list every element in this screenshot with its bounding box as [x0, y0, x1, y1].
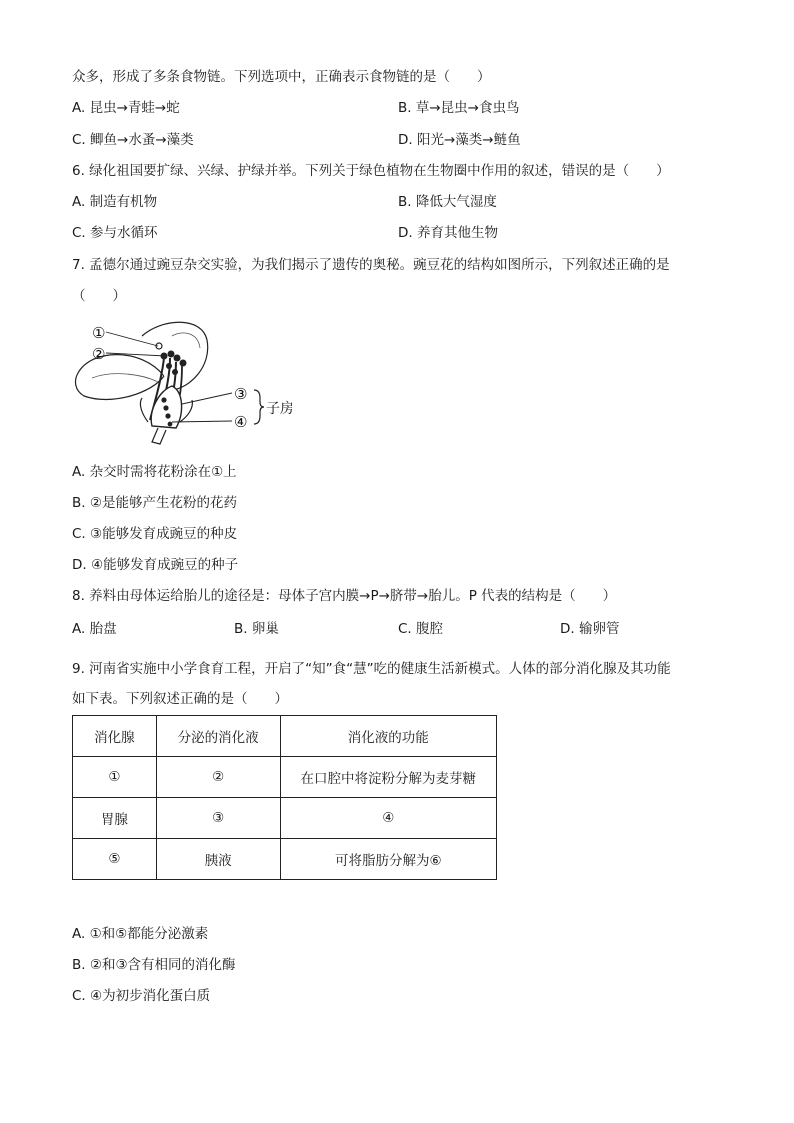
pea-flower-figure: [72, 318, 292, 452]
q5-option-b: B. 草→昆虫→食虫鸟: [398, 100, 520, 116]
q7-stem-line1: 7. 孟德尔通过豌豆杂交实验，为我们揭示了遗传的奥秘。豌豆花的结构如图所示，下列叙述正确的是: [72, 257, 670, 273]
q8-option-b: B. 卵巢: [234, 621, 279, 637]
table-header-row: [73, 716, 497, 757]
table-cell: 胃腺: [73, 798, 157, 839]
figure-label-1: ①: [92, 324, 106, 342]
table-cell: ⑤: [73, 839, 157, 880]
figure-label-3: ③: [234, 385, 248, 403]
q9-option-c: C. ④为初步消化蛋白质: [72, 988, 211, 1004]
table-cell: ③: [156, 798, 280, 839]
q6-option-a: A. 制造有机物: [72, 194, 158, 210]
q7-option-b: B. ②是能够产生花粉的花药: [72, 495, 237, 511]
q5-option-d: D. 阳光→藻类→鲢鱼: [398, 132, 521, 148]
table-cell: ④: [280, 798, 496, 839]
table-cell: ①: [73, 757, 157, 798]
table-row: [73, 798, 497, 839]
q9-option-b: B. ②和③含有相同的消化酶: [72, 957, 236, 973]
table-row: [73, 757, 497, 798]
q6-stem: 6. 绿化祖国要扩绿、兴绿、护绿并举。下列关于绿色植物在生物圈中作用的叙述，错误的是（ ）: [72, 163, 670, 179]
q6-option-c: C. 参与水循环: [72, 225, 158, 241]
q7-option-d: D. ④能够发育成豌豆的种子: [72, 557, 239, 573]
table-header-cell: 消化液的功能: [280, 716, 496, 757]
table-cell: 在口腔中将淀粉分解为麦芽糖: [280, 757, 496, 798]
table-header-cell: 分泌的消化液: [156, 716, 280, 757]
q7-option-c: C. ③能够发育成豌豆的种皮: [72, 526, 238, 542]
digestive-gland-table: [72, 715, 497, 880]
q7-option-a: A. 杂交时需将花粉涂在①上: [72, 464, 237, 480]
q6-option-b: B. 降低大气湿度: [398, 194, 497, 210]
figure-label-2: ②: [92, 345, 106, 363]
q8-option-c: C. 腹腔: [398, 621, 444, 637]
q5-stem: 众多，形成了多条食物链。下列选项中，正确表示食物链的是（ ）: [72, 69, 491, 85]
table-cell: ②: [156, 757, 280, 798]
figure-label-4: ④: [234, 413, 248, 431]
q9-stem-line1: 9. 河南省实施中小学食育工程，开启了“知”食“慧”吃的健康生活新模式。人体的部分消化腺及其功能: [72, 661, 671, 677]
q9-stem-line2: 如下表。下列叙述正确的是（ ）: [72, 691, 288, 707]
q8-option-d: D. 输卵管: [560, 621, 620, 637]
q8-stem: 8. 养料由母体运给胎儿的途径是：母体子宫内膜→P→脐带→胎儿。P 代表的结构是（ ）: [72, 588, 617, 604]
q7-stem-line2: （ ）: [72, 288, 126, 304]
table-cell: 可将脂肪分解为⑥: [280, 839, 496, 880]
q8-option-a: A. 胎盘: [72, 621, 117, 637]
figure-ovary-label: 子房: [266, 401, 292, 417]
q5-option-c: C. 鲫鱼→水蚤→藻类: [72, 132, 194, 148]
q6-option-d: D. 养育其他生物: [398, 225, 498, 241]
table-row: [73, 839, 497, 880]
q9-option-a: A. ①和⑤都能分泌激素: [72, 926, 209, 942]
table-cell: 胰液: [156, 839, 280, 880]
table-header-cell: 消化腺: [73, 716, 157, 757]
q5-option-a: A. 昆虫→青蛙→蛇: [72, 100, 180, 116]
